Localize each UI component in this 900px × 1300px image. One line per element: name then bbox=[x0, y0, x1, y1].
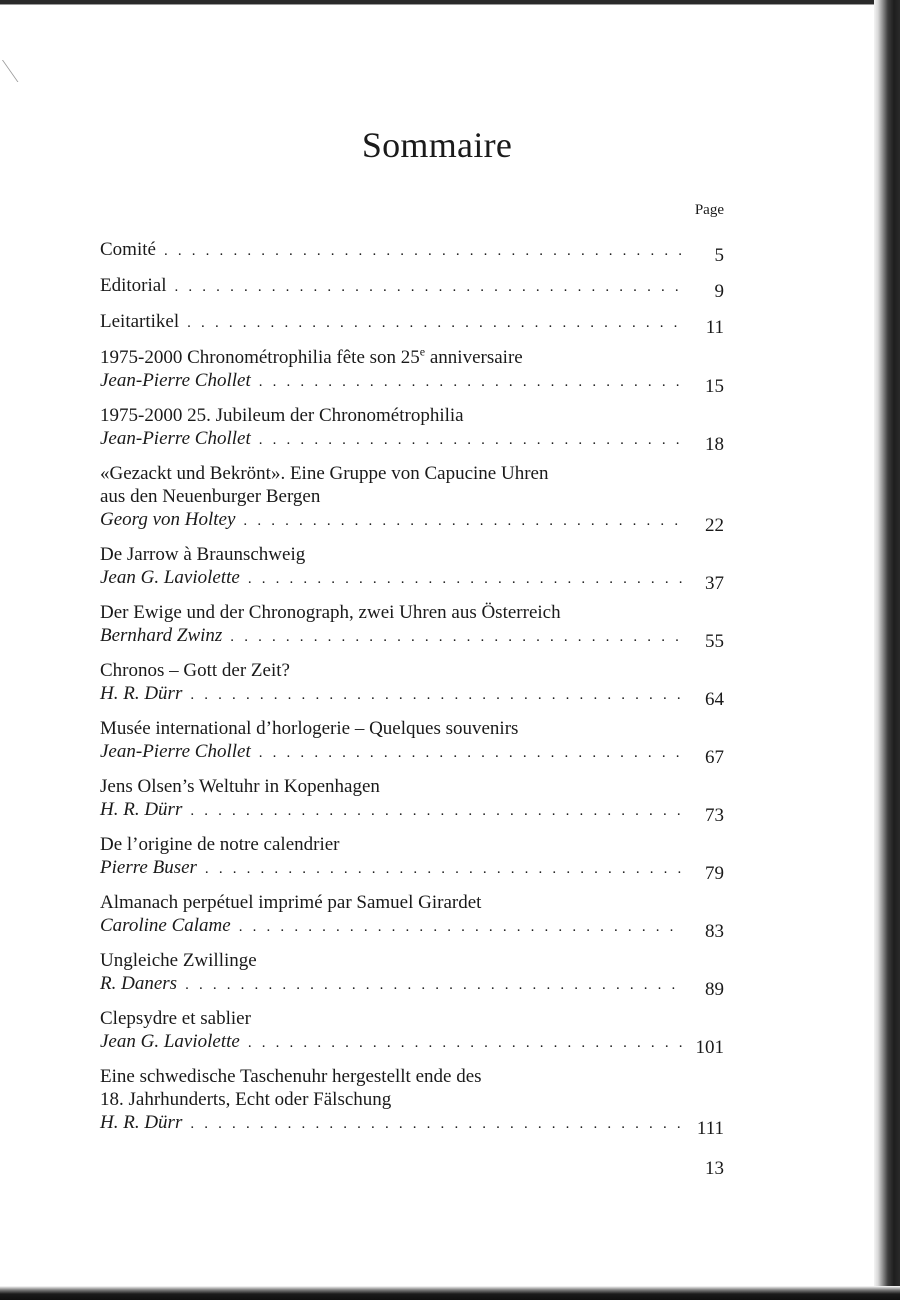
entry-title: Leitartikel bbox=[100, 311, 180, 332]
entry-title-text: aus den Neuenburger Bergen bbox=[100, 486, 321, 507]
entry-leader-line bbox=[100, 914, 724, 942]
entry-author: Bernhard Zwinz bbox=[100, 625, 223, 646]
entry-page-number: 15 bbox=[705, 376, 724, 397]
entry-title-line bbox=[100, 404, 724, 427]
entry-leader-line bbox=[100, 427, 724, 455]
dot-leader bbox=[248, 568, 682, 591]
scan-edge-right bbox=[874, 0, 900, 1300]
toc-entry[interactable] bbox=[100, 274, 724, 302]
entry-title: Editorial bbox=[100, 275, 167, 296]
dot-leader bbox=[248, 1032, 682, 1055]
entry-title-text: anniversaire bbox=[425, 347, 523, 368]
entry-page-number: 18 bbox=[705, 434, 724, 455]
entry-title-text: 1975-2000 Chronométrophilia fête son 25 bbox=[100, 347, 420, 368]
entry-author: H. R. Dürr bbox=[100, 1112, 183, 1133]
entry-page-number: 83 bbox=[705, 921, 724, 942]
entry-title-text: De l’origine de notre calendrier bbox=[100, 834, 340, 855]
entry-title-line bbox=[100, 949, 724, 972]
entry-title-text: De Jarrow à Braunschweig bbox=[100, 544, 306, 565]
toc-entry[interactable] bbox=[100, 1065, 724, 1139]
entry-page-number: 79 bbox=[705, 863, 724, 884]
dot-leader bbox=[187, 312, 682, 335]
entry-page-number: 64 bbox=[705, 689, 724, 710]
entry-page-number: 37 bbox=[705, 573, 724, 594]
entry-page-number: 89 bbox=[705, 979, 724, 1000]
entry-author: Pierre Buser bbox=[100, 857, 197, 878]
entry-author: H. R. Dürr bbox=[100, 799, 183, 820]
entry-title-text: Der Ewige und der Chronograph, zwei Uhren aus Österreich bbox=[100, 602, 561, 623]
entry-leader-line bbox=[100, 682, 724, 710]
entry-page-number: 101 bbox=[695, 1037, 724, 1058]
entry-leader-line bbox=[100, 508, 724, 536]
entry-page-number: 11 bbox=[705, 317, 724, 338]
entry-title-text: Ungleiche Zwillinge bbox=[100, 950, 257, 971]
entry-page-number: 67 bbox=[705, 747, 724, 768]
entry-page-number: 111 bbox=[696, 1118, 724, 1139]
entry-author: Caroline Calame bbox=[100, 915, 231, 936]
dot-leader bbox=[205, 858, 682, 881]
page-column-label: Page bbox=[694, 202, 724, 218]
entry-title-line bbox=[100, 1007, 724, 1030]
entry-title-text: Chronos – Gott der Zeit? bbox=[100, 660, 290, 681]
toc-entry[interactable] bbox=[100, 344, 724, 397]
dot-leader bbox=[259, 742, 682, 765]
dot-leader bbox=[230, 626, 682, 649]
entry-title-text: Musée international d’horlogerie – Quelques souvenirs bbox=[100, 718, 519, 739]
entry-leader-line bbox=[100, 740, 724, 768]
entry-leader-line bbox=[100, 369, 724, 397]
dot-leader bbox=[174, 276, 682, 299]
entry-title-text: 1975-2000 25. Jubileum der Chronométrophilia bbox=[100, 405, 464, 426]
entry-page-number: 22 bbox=[705, 515, 724, 536]
entry-title-text: Clepsydre et sablier bbox=[100, 1008, 251, 1029]
entry-title-line bbox=[100, 346, 724, 369]
entry-page-number: 9 bbox=[714, 281, 724, 302]
entry-title-line bbox=[100, 775, 724, 798]
toc-entry[interactable] bbox=[100, 462, 724, 536]
entry-title-line bbox=[100, 485, 724, 508]
entry-title-text: Almanach perpétuel imprimé par Samuel Girardet bbox=[100, 892, 482, 913]
entry-author: Jean G. Laviolette bbox=[100, 567, 240, 588]
toc-entry[interactable] bbox=[100, 949, 724, 1000]
entry-leader-line bbox=[100, 624, 724, 652]
dot-leader bbox=[190, 684, 682, 707]
entry-page-number: 55 bbox=[705, 631, 724, 652]
entry-title-line bbox=[100, 1088, 724, 1111]
toc-entry[interactable] bbox=[100, 601, 724, 652]
entry-title-text: Eine schwedische Taschenuhr hergestellt ende des bbox=[100, 1066, 482, 1087]
entry-author: R. Daners bbox=[100, 973, 178, 994]
page-number: 13 bbox=[705, 1158, 724, 1179]
entry-title-line bbox=[100, 543, 724, 566]
entry-title-line bbox=[100, 1065, 724, 1088]
toc-entry[interactable] bbox=[100, 717, 724, 768]
entry-author: H. R. Dürr bbox=[100, 683, 183, 704]
dot-leader bbox=[259, 429, 682, 452]
entry-leader-line bbox=[100, 1030, 724, 1058]
toc-entry[interactable] bbox=[100, 775, 724, 826]
dot-leader bbox=[239, 916, 682, 939]
entry-author: Jean-Pierre Chollet bbox=[100, 370, 251, 391]
toc-entry[interactable] bbox=[100, 891, 724, 942]
entry-title-line bbox=[100, 462, 724, 485]
entry-title-line bbox=[100, 891, 724, 914]
entry-author: Jean G. Laviolette bbox=[100, 1031, 240, 1052]
entry-leader-line bbox=[100, 566, 724, 594]
toc-entry[interactable] bbox=[100, 833, 724, 884]
entry-title: Comité bbox=[100, 239, 156, 260]
entry-page-number: 5 bbox=[714, 245, 724, 266]
toc-entry[interactable] bbox=[100, 1007, 724, 1058]
entry-title-line bbox=[100, 601, 724, 624]
entry-leader-line bbox=[100, 972, 724, 1000]
entry-leader-line bbox=[100, 310, 724, 338]
entry-title-line bbox=[100, 659, 724, 682]
dot-leader bbox=[243, 510, 682, 533]
entry-leader-line bbox=[100, 856, 724, 884]
dot-leader bbox=[164, 240, 682, 263]
toc-entry[interactable] bbox=[100, 659, 724, 710]
toc-entry[interactable] bbox=[100, 543, 724, 594]
entry-leader-line bbox=[100, 1111, 724, 1139]
entry-author: Jean-Pierre Chollet bbox=[100, 428, 251, 449]
dot-leader bbox=[190, 800, 682, 823]
entry-leader-line bbox=[100, 274, 724, 302]
page-title: Sommaire bbox=[361, 125, 513, 165]
dot-leader bbox=[259, 371, 682, 394]
dot-leader bbox=[185, 974, 682, 997]
toc-entry[interactable] bbox=[100, 310, 724, 338]
entry-author: Georg von Holtey bbox=[100, 509, 236, 530]
entry-leader-line bbox=[100, 238, 724, 266]
entry-title-text: «Gezackt und Bekrönt». Eine Gruppe von Capucine Uhren bbox=[100, 463, 549, 484]
entry-title-line bbox=[100, 717, 724, 740]
toc-entry[interactable] bbox=[100, 238, 724, 266]
entry-page-number: 73 bbox=[705, 805, 724, 826]
entry-leader-line bbox=[100, 798, 724, 826]
entry-title-text: Jens Olsen’s Weltuhr in Kopenhagen bbox=[100, 776, 380, 797]
toc-entry[interactable] bbox=[100, 404, 724, 455]
entry-title-text: 18. Jahrhunderts, Echt oder Fälschung bbox=[100, 1089, 392, 1110]
dot-leader bbox=[190, 1113, 682, 1136]
entry-title-superscript: e bbox=[419, 344, 426, 359]
entry-author: Jean-Pierre Chollet bbox=[100, 741, 251, 762]
entry-title-line bbox=[100, 833, 724, 856]
